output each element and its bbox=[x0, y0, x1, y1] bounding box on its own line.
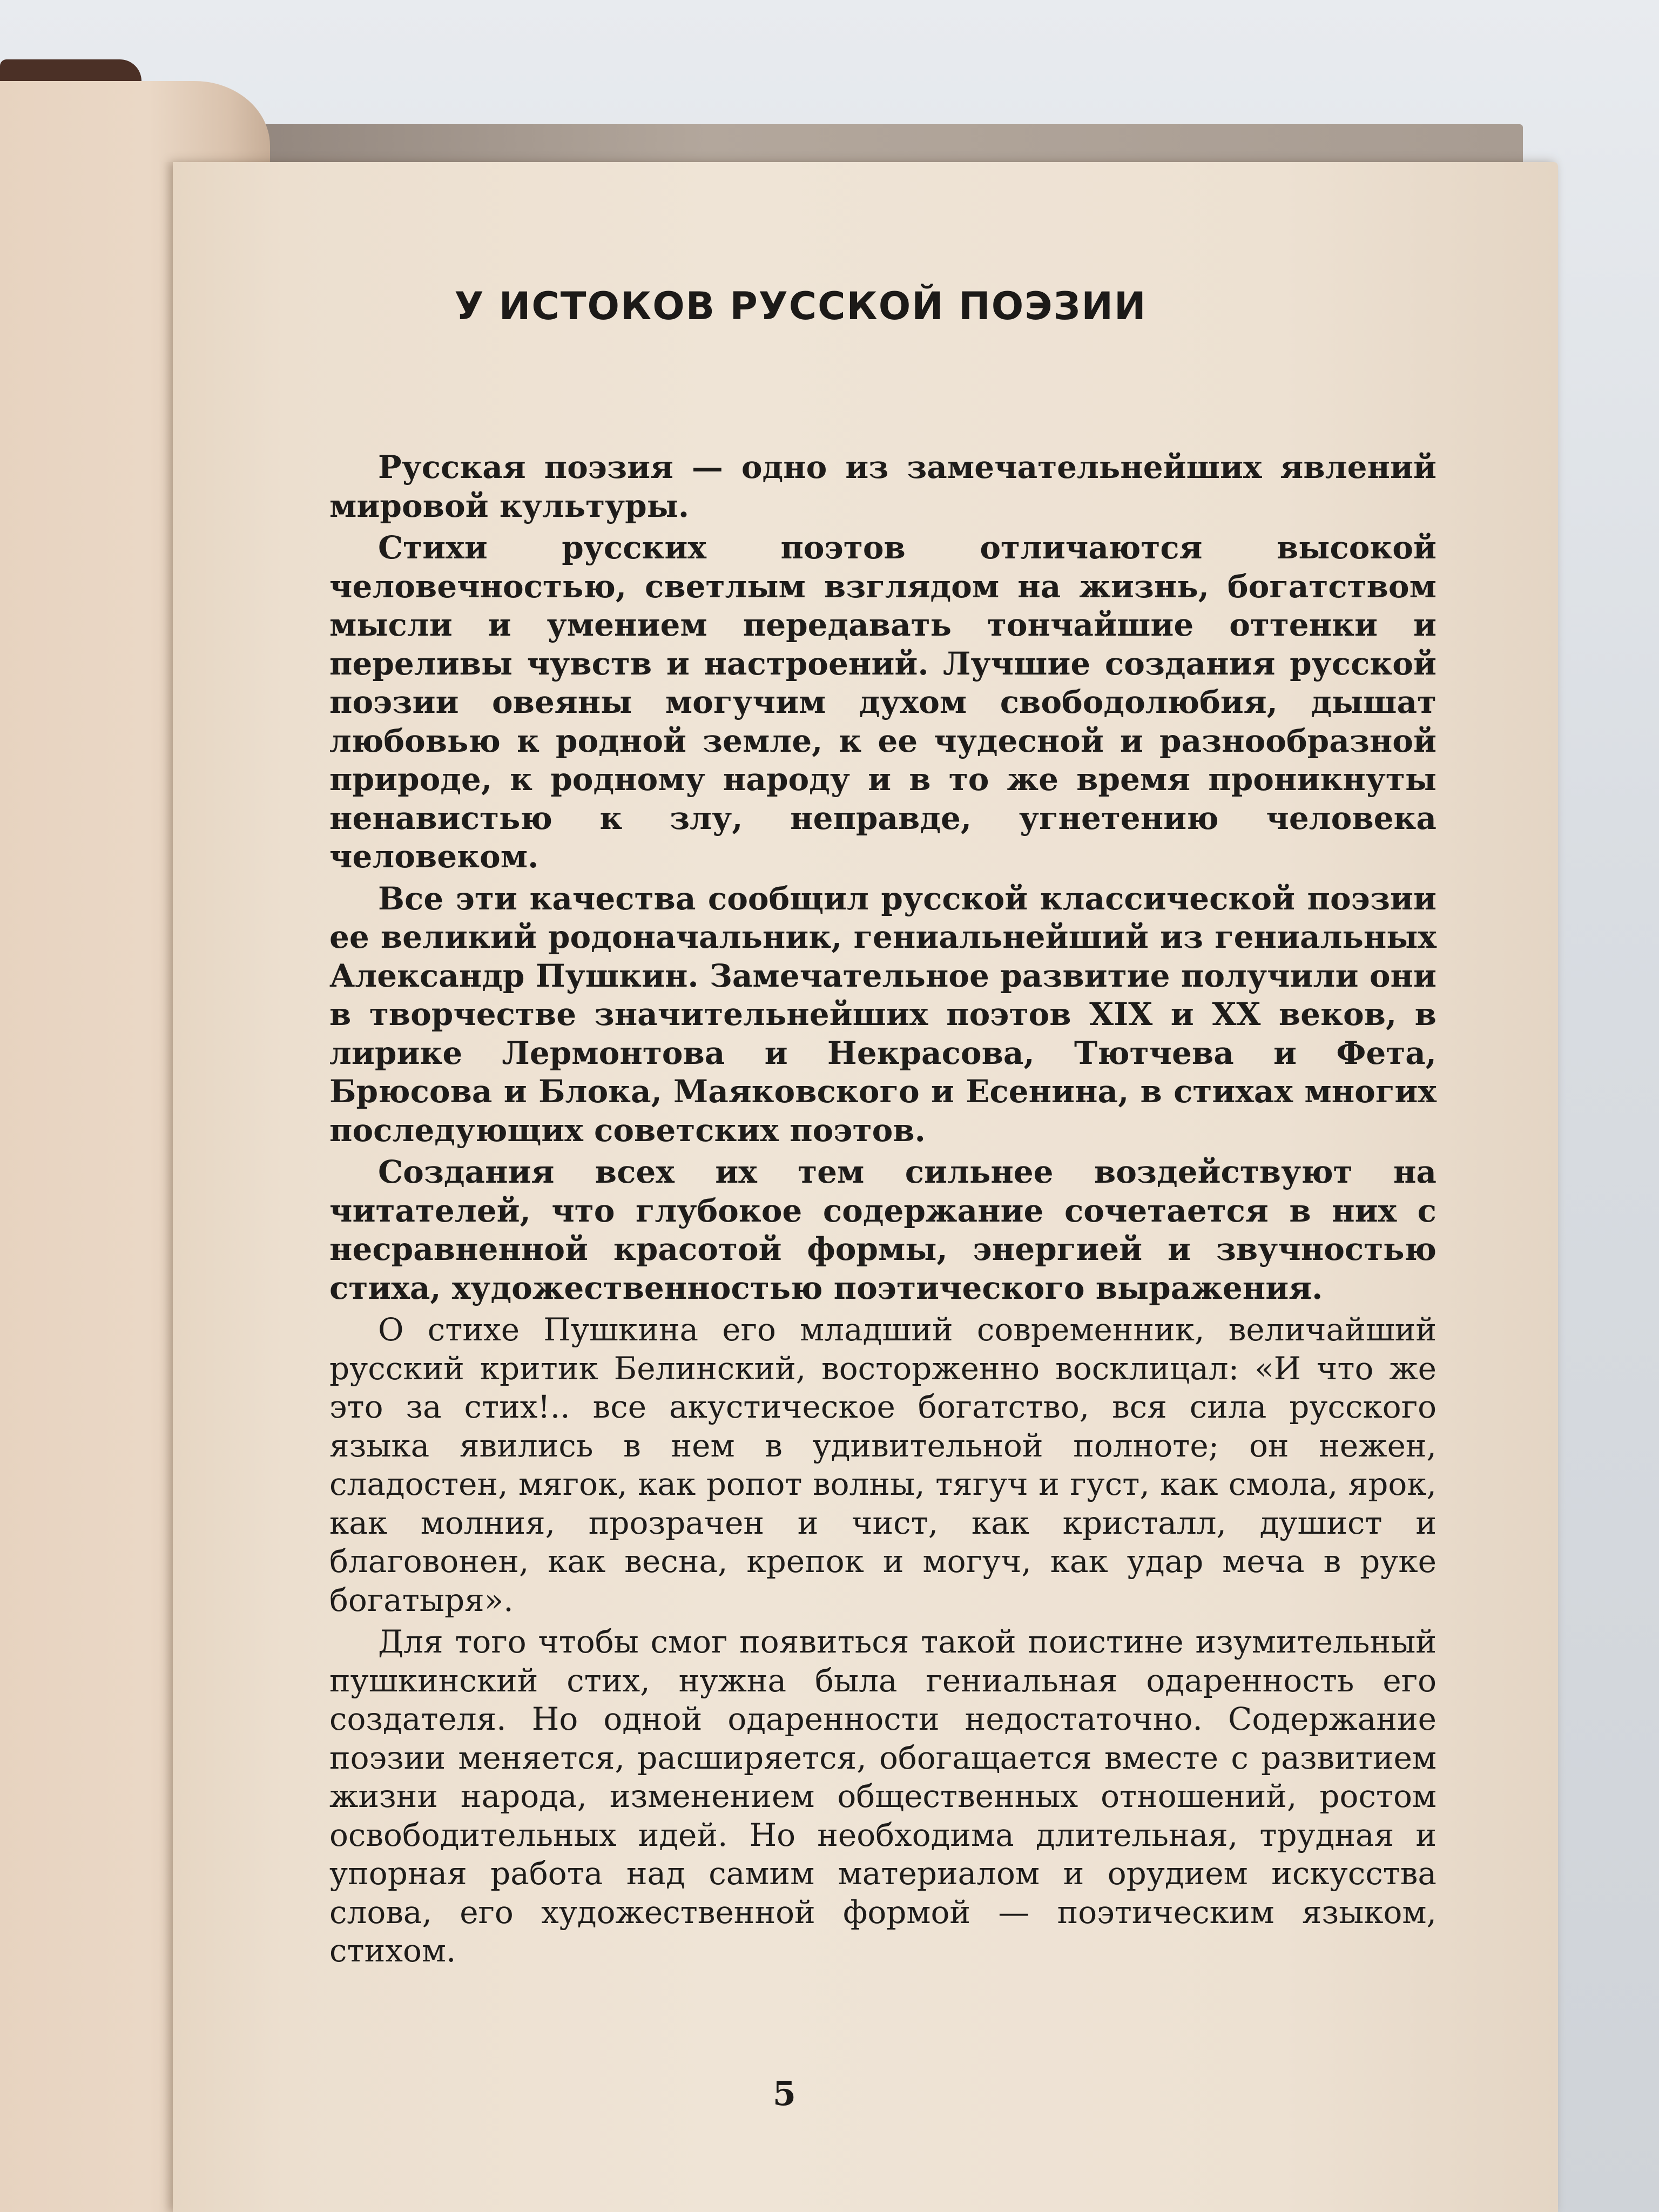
paragraph: Создания всех их тем сильнее воздействуют на читателей, что глубокое содержание сочетается в них с несравненной красотой формы, энергией и звучностью стиха, художественностью поэтического выражения. bbox=[329, 1154, 1437, 1306]
paragraph: Русская поэзия — одно из замечательнейших явлений мировой культуры. bbox=[329, 449, 1437, 524]
book-page bbox=[173, 162, 1558, 2212]
page-number: 5 bbox=[772, 2074, 797, 2113]
chapter-title: У ИСТОКОВ РУССКОЙ ПОЭЗИИ bbox=[454, 284, 1147, 328]
paragraph: Стихи русских поэтов отличаются высокой человечностью, светлым взглядом на жизнь, богатством мысли и умением передавать тончайшие оттенки и переливы чувств и настроений. Лучшие создания русской поэзии овеяны могучим духом свободолюбия, дышат любовью к родной земле, к ее чудесной и разнообразной природе, к родному народу и в то же время проникнуты ненавистью к злу, неправде, угнетению человека человеком. bbox=[329, 529, 1437, 875]
paragraph: Для того чтобы смог появиться такой поистине изумительный пушкинский стих, нужна была гениальная одаренность его создателя. Но одной одаренности недостаточно. Содержание поэзии меняется, расширяется, обогащается вместе с развитием жизни народа, изменением общественных отношений, ростом освободительных идей. Но необходима длительная, трудная и упорная работа над самим материалом и орудием искусства слова, его художественной формой — поэтическим языком, стихом. bbox=[329, 1623, 1437, 1969]
paragraph: О стихе Пушкина его младший современник, величайший русский критик Белинский, восторженно восклицал: «И что же это за стих!.. все акустическое богатство, вся сила русского языка явились в нем в удивительной полноте; он нежен, сладостен, мягок, как ропот волны, тягуч и густ, как смола, ярок, как молния, прозрачен и чист, как кристалл, душист и благовонен, как весна, крепок и могуч, как удар меча в руке богатыря». bbox=[329, 1311, 1437, 1618]
body-text bbox=[329, 448, 1437, 1974]
paragraph: Все эти качества сообщил русской классической поэзии ее великий родоначальник, гениальнейший из гениальных Александр Пушкин. Замечательное развитие получили они в творчестве значительнейших поэтов XIX и XX веков, в лирике Лермонтова и Некрасова, Тютчева и Фета, Брюсова и Блока, Маяковского и Есенина, в стихах многих последующих советских поэтов. bbox=[329, 880, 1437, 1149]
